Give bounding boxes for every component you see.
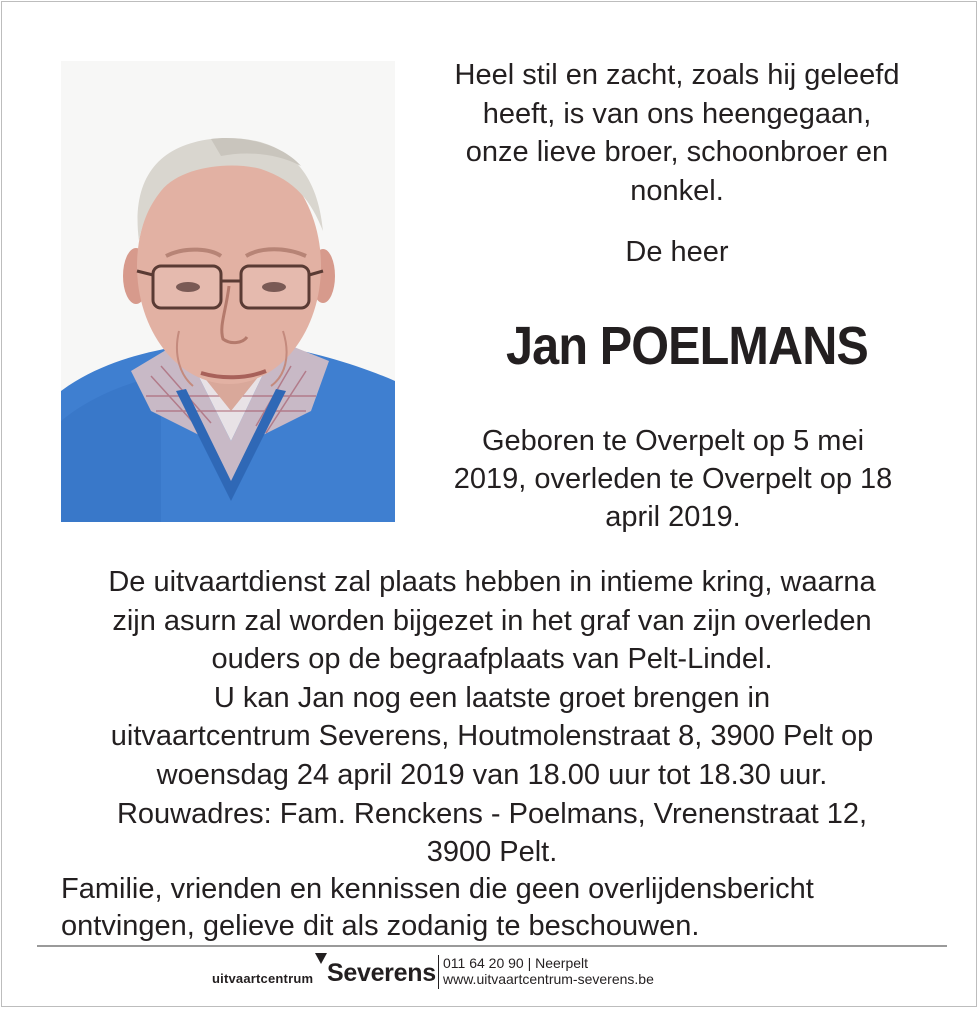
service-line: De uitvaartdienst zal plaats hebben in intieme kring, waarna [108, 566, 876, 598]
intro-line: Heel stil en zacht, zoals hij geleefd [454, 59, 900, 91]
portrait-photo [61, 61, 395, 522]
funeral-home-logo [212, 950, 442, 1000]
birth-line: april 2019. [605, 501, 741, 533]
intro-line: onze lieve broer, schoonbroer en [465, 136, 889, 168]
deceased-name: Jan POELMANS [506, 316, 868, 376]
service-line: 3900 Pelt. [426, 836, 558, 869]
birth-death-text [417, 422, 929, 536]
phone-line: 011 64 20 90 | Neerpelt [443, 955, 589, 971]
logo-small-text: uitvaartcentrum [212, 971, 314, 986]
website-link[interactable]: www.uitvaartcentrum-severens.be [443, 971, 654, 987]
intro-line: nonkel. [630, 174, 724, 207]
logo-triangle-icon [315, 953, 327, 964]
service-line: zijn asurn zal worden bijgezet in het graf van zijn overleden [112, 604, 872, 637]
obituary-card [1, 1, 977, 1007]
service-line: uitvaartcentrum Severens, Houtmolenstraat 8, 3900 Pelt op [110, 720, 874, 753]
intro-line: heeft, is van ons heengegaan, [482, 97, 872, 130]
salutation: De heer [625, 236, 729, 268]
service-line: U kan Jan nog een laatste groet brengen in [213, 681, 771, 714]
birth-line: 2019, overleden te Overpelt op 18 [453, 463, 893, 495]
service-text [42, 563, 942, 872]
service-line: Rouwadres: Fam. Renckens - Poelmans, Vrenenstraat 12, [116, 797, 868, 830]
service-line: ouders op de begraafplaats van Pelt-Lindel. [211, 643, 773, 676]
closing-line: Familie, vrienden en kennissen die geen overlijdensbericht [61, 873, 814, 905]
service-line: woensdag 24 april 2019 van 18.00 uur tot 18.30 uur. [156, 758, 828, 791]
footer-divider [37, 945, 947, 947]
closing-line: ontvingen, gelieve dit als zodanig te beschouwen. [61, 910, 700, 942]
logo-big-text: Severens [327, 959, 436, 987]
contact-info [438, 955, 654, 989]
intro-text [417, 56, 937, 210]
birth-line: Geboren te Overpelt op 5 mei [481, 425, 865, 457]
closing-text [61, 871, 941, 945]
